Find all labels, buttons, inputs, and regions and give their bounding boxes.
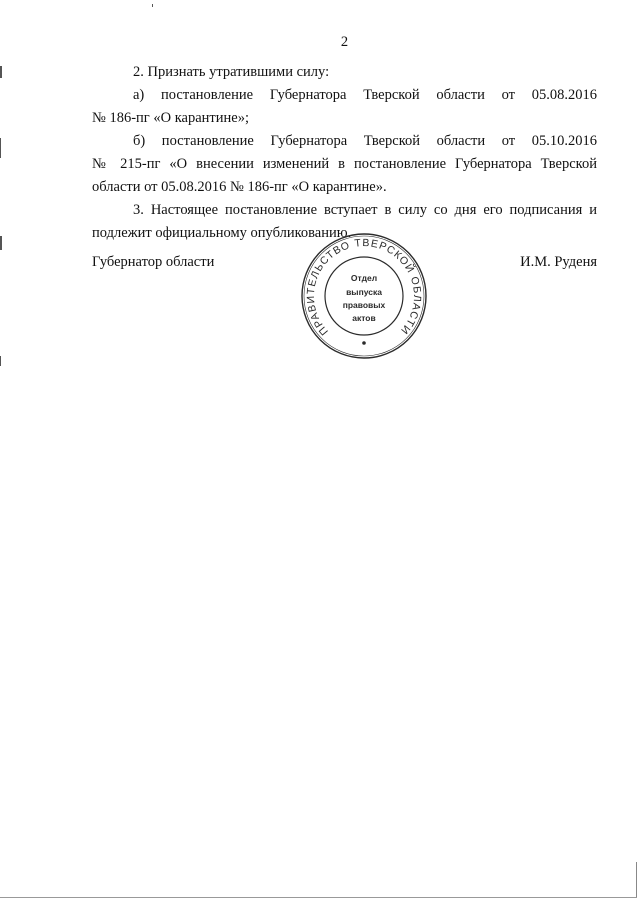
text-line: подлежит официальному опубликованию. [92,225,352,241]
scan-edge-mark [0,66,2,78]
text-line: области от 05.08.2016 № 186-пг «О карантине». [92,179,387,195]
text-line: б) постановление Губернатора Тверской области от 05.10.2016 [133,133,597,149]
paragraph-item-b [92,130,597,199]
scan-edge-mark [0,356,1,366]
stamp-inner-line: актов [352,313,376,323]
stamp-outer-ring-inner [304,236,424,356]
stamp-inner-ring [325,257,403,335]
text-line: 3. Настоящее постановление вступает в силу со дня его подписания и [133,202,597,218]
stamp-outer-text [305,237,423,337]
stamp-outer-ring [302,234,426,358]
scan-edge-mark [0,138,1,158]
text-line: № 215-пг «О внесении изменений в постановление Губернатора Тверской [92,156,597,172]
stamp-inner-line: правовых [342,300,386,310]
document-body [92,61,597,245]
scan-border-right [636,862,637,898]
scan-edge-mark [0,236,2,250]
stamp-rings [302,234,426,358]
stamp-outer-text-path: ПРАВИТЕЛЬСТВО ТВЕРСКОЙ ОБЛАСТИ [304,236,424,338]
scan-edge-mark [152,4,153,7]
text-line: № 186-пг «О карантине»; [92,110,249,126]
paragraph-repeal-clause [92,61,597,84]
text-line: а) постановление Губернатора Тверской области от 05.08.2016 [133,87,597,103]
text-line: 2. Признать утратившими силу: [133,64,330,80]
stamp-inner-text [343,273,386,323]
stamp-inner-line: выпуска [346,287,382,297]
scan-border-bottom [0,897,637,898]
paragraph-effective-date [92,199,597,245]
signatory-position: Губернатор области [92,254,215,270]
stamp-dot-icon [362,341,366,345]
paragraph-item-a [92,84,597,130]
signatory-name: И.М. Руденя [520,254,597,270]
page-number: 2 [340,34,349,50]
stamp-inner-line: Отдел [350,273,378,283]
